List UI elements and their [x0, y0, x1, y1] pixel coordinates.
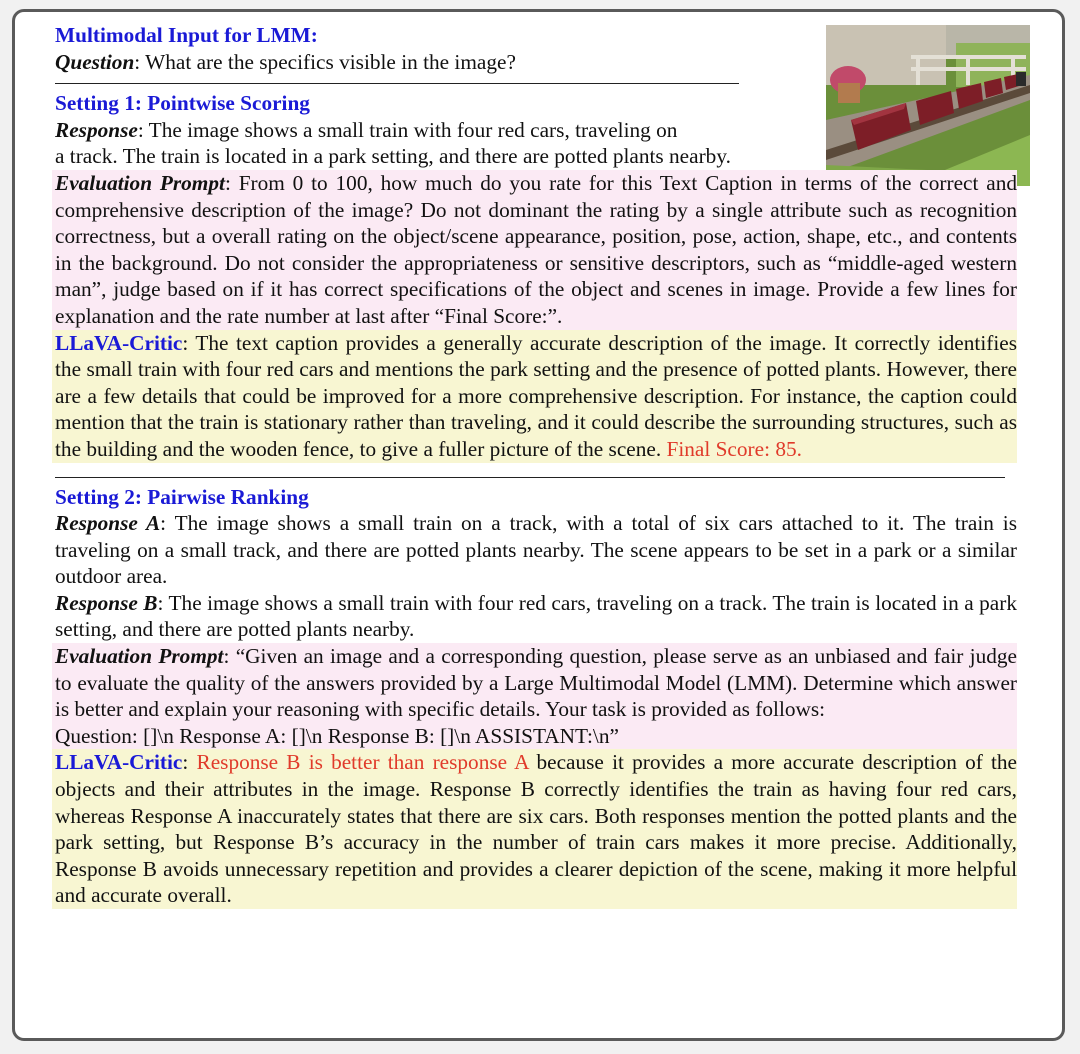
- setting1-critic-label: LLaVA-Critic: [55, 330, 183, 355]
- setting2-prompt-template: Question: []\n Response A: []\n Response B: []\n ASSISTANT:\n”: [55, 723, 619, 748]
- setting2-response-a: [55, 510, 1017, 590]
- setting2-prompt-text: : “Given an image and a corresponding question, please serve as an unbiased and fair judge to evaluate the quality of the answers provided by a Large Multimodal Model (LMM). Determine which answer is better and explain your reasoning with specific details. Your task is provided as follows:: [55, 644, 1017, 722]
- response-b-label: Response B: [55, 590, 158, 615]
- question-text: : What are the specifics visible in the image?: [134, 49, 516, 74]
- input-title: Multimodal Input for LMM:: [55, 23, 318, 47]
- setting2-title: Setting 2: Pairwise Ranking: [55, 484, 309, 509]
- setting2-prompt: [52, 643, 1017, 749]
- divider-middle: [55, 477, 1005, 478]
- setting1-response-line2: a track. The train is located in a park setting, and there are potted plants nearby.: [55, 144, 731, 169]
- setting1-prompt: [52, 170, 1017, 330]
- response-a-text: : The image shows a small train on a track, with a total of six cars attached to it. The train is traveling on a small track, and there are potted plants nearby. The scene appears to be set in a park or a similar outdoor area.: [55, 511, 1017, 589]
- setting1-response-label: Response: [55, 117, 138, 142]
- response-b-text: : The image shows a small train with four red cars, traveling on a track. The train is located in a park setting, and there are potted plants nearby.: [55, 590, 1017, 642]
- setting1-response-line1: : The image shows a small train with four red cars, traveling on: [137, 117, 678, 142]
- figure-content: [55, 22, 1017, 909]
- response-a-label: Response A: [55, 511, 161, 536]
- divider-top: [55, 83, 739, 84]
- setting1-prompt-text: : From 0 to 100, how much do you rate for this Text Caption in terms of the correct and comprehensive description of the image? Do not dominant the rating by a single attribute such as recognition correctness, but a overall rating on the object/scene appearance, position, pose, action, shape, etc., and contents in the background. Do not consider the appropriateness or sensitive descriptors, such as “middle-aged western man”, judge based on if it has correct specifications of the object and scenes in image. Provide a few lines for explanation and the rate number at last after “Final Score:”.: [55, 170, 1017, 328]
- question-label: Question: [55, 49, 135, 74]
- setting2-critic: [52, 749, 1017, 909]
- critic-verdict: Response B is better than response A: [196, 750, 529, 775]
- setting1-critic: [52, 330, 1017, 463]
- setting1-critic-text: : The text caption provides a generally accurate description of the image. It correctly identifies the small train with four red cars and mentions the park setting and the presence of potted plants. However, there are a few details that could be improved for a more comprehensive description. For instance, the caption could mention that the train is stationary rather than traveling, and it could describe the surrounding structures, such as the building and the wooden fence, to give a fuller picture of the scene.: [55, 330, 1017, 461]
- final-score: Final Score: 85.: [666, 436, 802, 461]
- setting1-title: Setting 1: Pointwise Scoring: [55, 91, 310, 116]
- setting2-response-b: [55, 590, 1017, 643]
- setting2-critic-label: LLaVA-Critic: [55, 750, 183, 775]
- question-line: [55, 49, 1017, 76]
- setting2-critic-text: because it provides a more accurate description of the objects and their attributes in the image. Response B correctly identifies the train as having four red cars, whereas Response A inaccurately states that there are six cars. Both responses mention the potted plants and the park setting, but Response B’s accuracy in the number of train cars makes it more precise. Additionally, Response B avoids unnecessary repetition and provides a clearer depiction of the scene, making it more helpful and accurate overall.: [55, 750, 1018, 908]
- setting2-critic-sep: :: [182, 750, 197, 775]
- setting1-prompt-label: Evaluation Prompt: [55, 170, 225, 195]
- setting1-response: [55, 117, 1017, 170]
- setting2-prompt-label: Evaluation Prompt: [55, 644, 224, 669]
